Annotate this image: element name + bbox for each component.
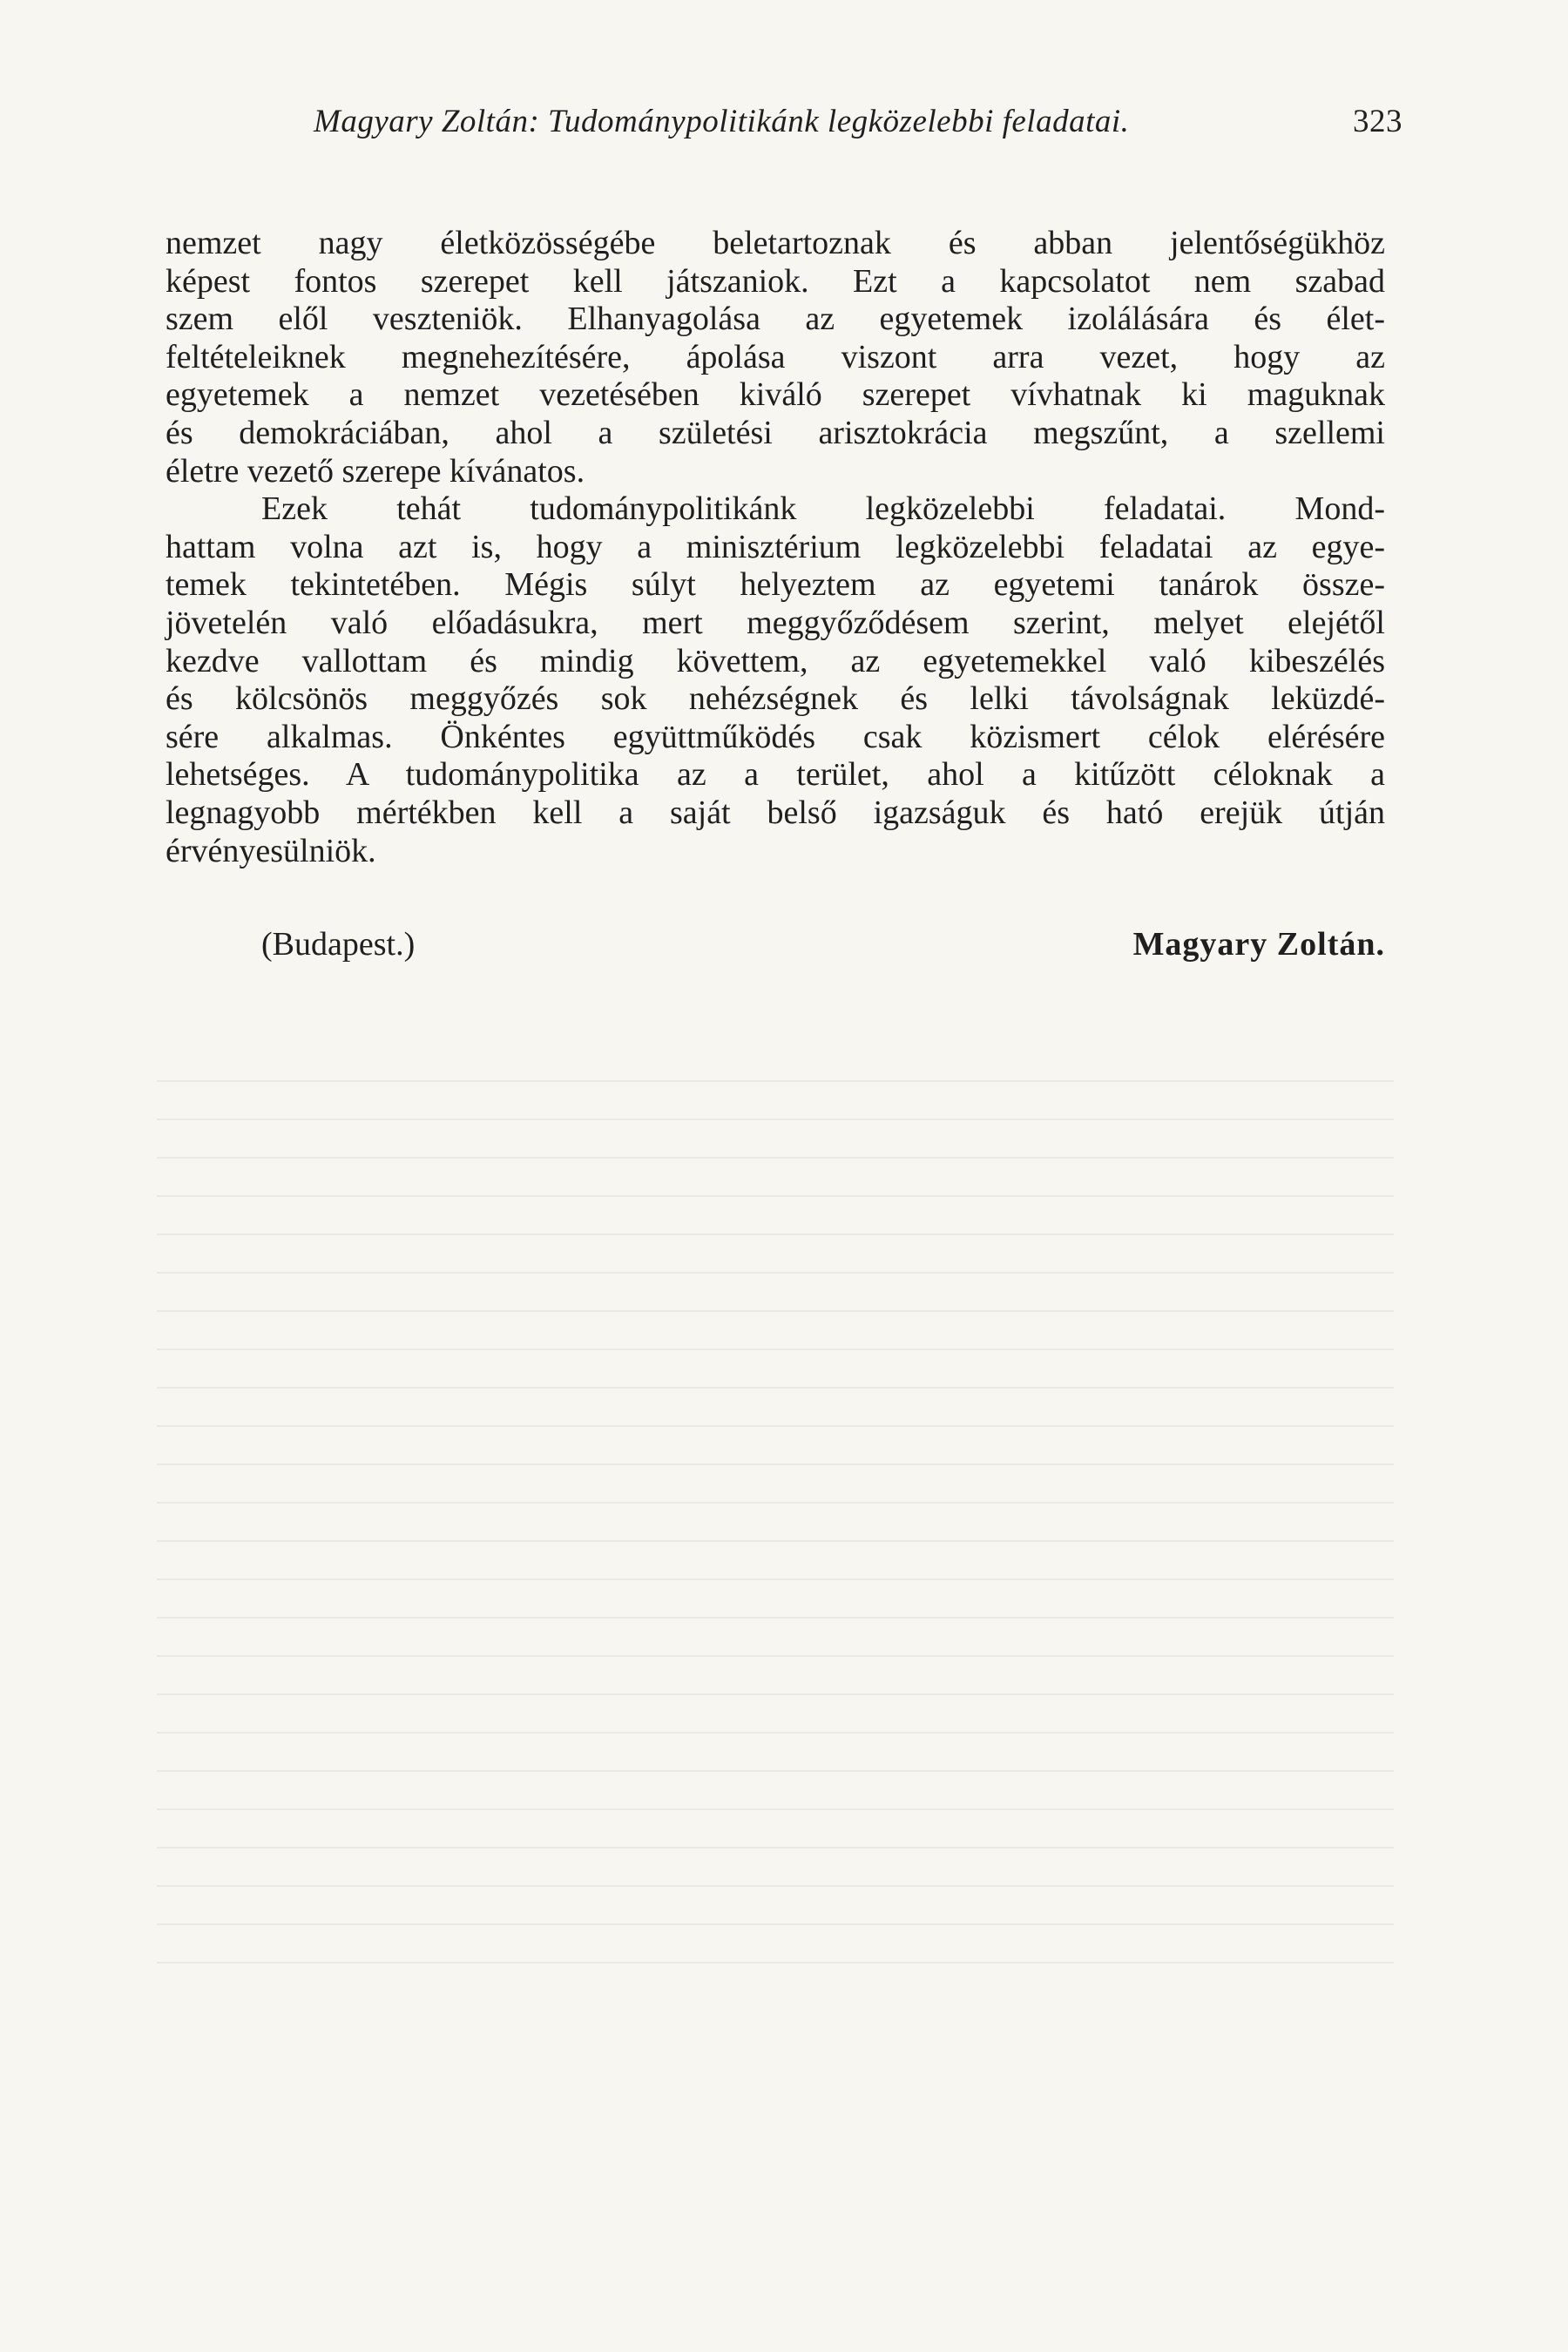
text-line: érvényesülniök.: [166, 832, 376, 869]
signature-author: Magyary Zoltán.: [1132, 926, 1385, 963]
show-through-texture: [157, 1080, 1394, 2108]
text-line: Ezek tehát tudománypolitikánk legközelebbi feladatai. Mond-: [261, 490, 1385, 528]
text-line: nemzet nagy életközösségébe beletartoznak és abban jelentőségükhöz: [166, 225, 1385, 261]
running-head: [314, 103, 1402, 146]
text-line: és kölcsönös meggyőzés sok nehézségnek és lelki távolságnak leküzdé-: [166, 680, 1385, 718]
page-number: 323: [1353, 104, 1402, 139]
text-line: szem elől veszteniök. Elhanyagolása az egyetemek izolálására és élet-: [166, 301, 1385, 338]
body-text: [166, 225, 1385, 870]
signature-row: [261, 925, 1385, 969]
text-line: temek tekintetében. Mégis súlyt helyeztem az egyetemi tanárok össze-: [166, 566, 1385, 604]
text-line: hattam volna azt is, hogy a minisztérium legközelebbi feladatai az egye-: [166, 528, 1385, 565]
text-line: életre vezető szerepe kívánatos.: [166, 452, 585, 490]
text-line: feltételeiknek megnehezítésére, ápolása viszont arra vezet, hogy az: [166, 338, 1385, 375]
text-line: egyetemek a nemzet vezetésében kiváló szerepet vívhatnak ki maguknak: [166, 376, 1385, 414]
text-line: és demokráciában, ahol a születési arisztokrácia megszűnt, a szellemi: [166, 414, 1385, 451]
text-line: legnagyobb mértékben kell a saját belső igazságuk és ható erejük útján: [166, 794, 1385, 831]
text-line: jövetelén való előadásukra, mert meggyőződésem szerint, melyet elejétől: [166, 604, 1385, 641]
text-line: lehetséges. A tudománypolitika az a terület, ahol a kitűzött céloknak a: [166, 756, 1385, 794]
running-title: Magyary Zoltán: Tudománypolitikánk legközelebbi feladatai.: [314, 104, 1130, 139]
text-line: képest fontos szerepet kell játszaniok. Ezt a kapcsolatot nem szabad: [166, 262, 1385, 300]
signature-place: (Budapest.): [261, 926, 416, 963]
text-line: sére alkalmas. Önkéntes együttműködés csak közismert célok elérésére: [166, 718, 1385, 755]
text-line: kezdve vallottam és mindig követtem, az egyetemekkel való kibeszélés: [166, 642, 1385, 679]
